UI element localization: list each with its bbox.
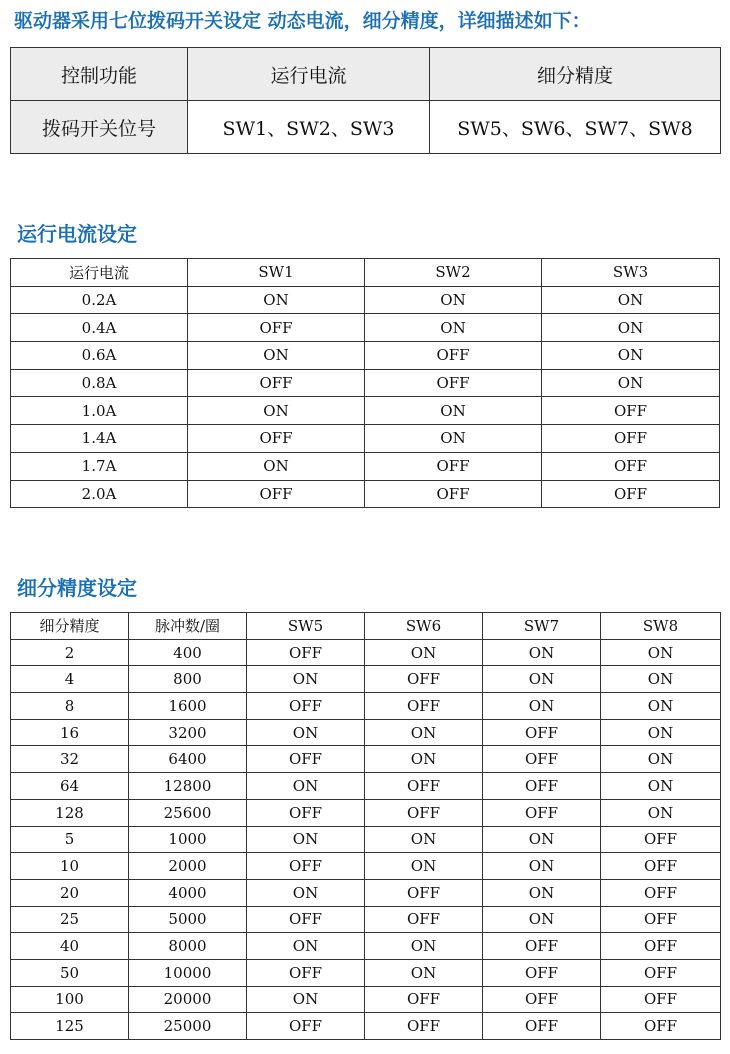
- current-cell: ON: [542, 342, 720, 370]
- microstep-cell: 4: [11, 666, 129, 693]
- microstep-cell: OFF: [365, 986, 483, 1013]
- current-section-title: 运行电流设定: [17, 222, 137, 246]
- table-row: [11, 480, 720, 508]
- microstep-cell: 5000: [129, 906, 247, 933]
- microstep-cell: 1600: [129, 693, 247, 720]
- table-row: [11, 397, 720, 425]
- microstep-cell: OFF: [247, 693, 365, 720]
- microstep-header-cell: SW5: [247, 613, 365, 640]
- microstep-cell: OFF: [601, 1013, 721, 1040]
- microstep-cell: ON: [483, 639, 601, 666]
- table-row: [11, 342, 720, 370]
- microstep-cell: 40: [11, 933, 129, 960]
- microstep-cell: 20000: [129, 986, 247, 1013]
- current-cell: 1.7A: [11, 452, 188, 480]
- table-row: [11, 959, 721, 986]
- microstep-header-cell: SW8: [601, 613, 721, 640]
- table-row: [11, 746, 721, 773]
- microstep-cell: ON: [601, 639, 721, 666]
- microstep-cell: OFF: [483, 933, 601, 960]
- microstep-cell: ON: [247, 986, 365, 1013]
- microstep-cell: 64: [11, 773, 129, 800]
- microstep-cell: 6400: [129, 746, 247, 773]
- microstep-cell: ON: [483, 826, 601, 853]
- microstep-cell: 3200: [129, 719, 247, 746]
- current-header-cell: SW2: [365, 259, 542, 287]
- microstep-cell: ON: [601, 666, 721, 693]
- current-cell: 2.0A: [11, 480, 188, 508]
- table-row: [11, 773, 721, 800]
- current-cell: ON: [365, 397, 542, 425]
- microstep-cell: ON: [365, 826, 483, 853]
- current-cell: 1.0A: [11, 397, 188, 425]
- microstep-cell: 16: [11, 719, 129, 746]
- microstep-cell: OFF: [365, 666, 483, 693]
- summary-header-cell: 控制功能: [11, 48, 188, 101]
- microstep-cell: ON: [365, 746, 483, 773]
- microstep-cell: OFF: [483, 799, 601, 826]
- summary-header-row: [11, 48, 721, 101]
- microstep-cell: ON: [483, 666, 601, 693]
- microstep-cell: ON: [365, 719, 483, 746]
- microstep-cell: OFF: [247, 746, 365, 773]
- summary-cell: SW1、SW2、SW3: [188, 101, 430, 154]
- current-header-cell: 运行电流: [11, 259, 188, 287]
- microstep-cell: OFF: [365, 906, 483, 933]
- microstep-cell: 4000: [129, 879, 247, 906]
- microstep-cell: OFF: [601, 986, 721, 1013]
- current-cell: ON: [542, 286, 720, 314]
- microstep-cell: ON: [247, 719, 365, 746]
- current-cell: ON: [188, 342, 365, 370]
- table-row: [11, 933, 721, 960]
- current-table: [10, 258, 720, 508]
- current-cell: 0.8A: [11, 369, 188, 397]
- microstep-cell: OFF: [247, 853, 365, 880]
- microstep-cell: ON: [365, 933, 483, 960]
- microstep-table: [10, 612, 721, 1040]
- table-row: [11, 906, 721, 933]
- microstep-cell: 5: [11, 826, 129, 853]
- microstep-cell: 25000: [129, 1013, 247, 1040]
- current-cell: ON: [365, 425, 542, 453]
- current-cell: ON: [542, 369, 720, 397]
- microstep-header-cell: 脉冲数/圈: [129, 613, 247, 640]
- microstep-cell: OFF: [365, 799, 483, 826]
- microstep-cell: 400: [129, 639, 247, 666]
- microstep-cell: OFF: [483, 959, 601, 986]
- microstep-cell: ON: [601, 693, 721, 720]
- microstep-cell: ON: [247, 879, 365, 906]
- current-cell: OFF: [365, 369, 542, 397]
- microstep-cell: 32: [11, 746, 129, 773]
- microstep-cell: ON: [483, 693, 601, 720]
- microstep-cell: OFF: [601, 906, 721, 933]
- microstep-cell: OFF: [247, 1013, 365, 1040]
- summary-row: [11, 101, 721, 154]
- microstep-cell: 10000: [129, 959, 247, 986]
- microstep-cell: 12800: [129, 773, 247, 800]
- current-cell: OFF: [542, 452, 720, 480]
- microstep-cell: 8000: [129, 933, 247, 960]
- microstep-cell: OFF: [483, 719, 601, 746]
- microstep-cell: 25600: [129, 799, 247, 826]
- table-row: [11, 639, 721, 666]
- current-cell: 0.2A: [11, 286, 188, 314]
- microstep-cell: OFF: [247, 959, 365, 986]
- table-row: [11, 452, 720, 480]
- microstep-cell: 128: [11, 799, 129, 826]
- summary-table: [10, 47, 721, 154]
- microstep-cell: 2000: [129, 853, 247, 880]
- current-cell: OFF: [188, 369, 365, 397]
- current-cell: ON: [188, 397, 365, 425]
- table-row: [11, 879, 721, 906]
- table-row: [11, 425, 720, 453]
- microstep-cell: 125: [11, 1013, 129, 1040]
- table-row: [11, 799, 721, 826]
- current-cell: OFF: [542, 397, 720, 425]
- page-title: 驱动器采用七位拨码开关设定 动态电流，细分精度，详细描述如下：: [14, 10, 591, 32]
- microstep-cell: OFF: [483, 746, 601, 773]
- current-header-cell: SW1: [188, 259, 365, 287]
- microstep-section-title: 细分精度设定: [17, 576, 137, 600]
- current-cell: OFF: [542, 425, 720, 453]
- summary-header-cell: 运行电流: [188, 48, 430, 101]
- table-row: [11, 314, 720, 342]
- current-cell: OFF: [365, 452, 542, 480]
- current-cell: ON: [188, 286, 365, 314]
- microstep-cell: OFF: [365, 693, 483, 720]
- current-cell: 0.4A: [11, 314, 188, 342]
- current-cell: OFF: [542, 480, 720, 508]
- microstep-cell: OFF: [601, 879, 721, 906]
- current-cell: ON: [542, 314, 720, 342]
- microstep-cell: 50: [11, 959, 129, 986]
- current-cell: ON: [365, 286, 542, 314]
- microstep-cell: ON: [247, 666, 365, 693]
- current-cell: ON: [188, 452, 365, 480]
- current-header-row: [11, 259, 720, 287]
- microstep-cell: OFF: [247, 906, 365, 933]
- microstep-header-cell: 细分精度: [11, 613, 129, 640]
- microstep-cell: ON: [247, 933, 365, 960]
- microstep-cell: ON: [483, 879, 601, 906]
- microstep-cell: 20: [11, 879, 129, 906]
- microstep-cell: OFF: [601, 933, 721, 960]
- microstep-cell: OFF: [247, 639, 365, 666]
- table-row: [11, 286, 720, 314]
- microstep-cell: OFF: [483, 773, 601, 800]
- microstep-cell: 100: [11, 986, 129, 1013]
- microstep-cell: ON: [365, 639, 483, 666]
- table-row: [11, 986, 721, 1013]
- microstep-cell: OFF: [483, 986, 601, 1013]
- current-cell: OFF: [188, 314, 365, 342]
- microstep-cell: ON: [601, 799, 721, 826]
- microstep-cell: 2: [11, 639, 129, 666]
- microstep-cell: ON: [365, 853, 483, 880]
- summary-header-cell: 细分精度: [430, 48, 721, 101]
- microstep-cell: OFF: [601, 959, 721, 986]
- microstep-cell: ON: [247, 826, 365, 853]
- table-row: [11, 693, 721, 720]
- current-cell: OFF: [365, 342, 542, 370]
- microstep-cell: ON: [601, 719, 721, 746]
- microstep-header-cell: SW6: [365, 613, 483, 640]
- microstep-cell: ON: [247, 773, 365, 800]
- current-cell: OFF: [365, 480, 542, 508]
- microstep-cell: OFF: [247, 799, 365, 826]
- table-row: [11, 853, 721, 880]
- microstep-header-cell: SW7: [483, 613, 601, 640]
- table-row: [11, 719, 721, 746]
- microstep-cell: ON: [601, 773, 721, 800]
- microstep-cell: 25: [11, 906, 129, 933]
- current-header-cell: SW3: [542, 259, 720, 287]
- current-cell: 0.6A: [11, 342, 188, 370]
- microstep-cell: 800: [129, 666, 247, 693]
- microstep-cell: 10: [11, 853, 129, 880]
- microstep-cell: ON: [483, 906, 601, 933]
- microstep-cell: OFF: [601, 853, 721, 880]
- microstep-cell: ON: [483, 853, 601, 880]
- microstep-cell: OFF: [365, 773, 483, 800]
- summary-cell: SW5、SW6、SW7、SW8: [430, 101, 721, 154]
- microstep-cell: ON: [601, 746, 721, 773]
- table-row: [11, 369, 720, 397]
- microstep-cell: ON: [365, 959, 483, 986]
- current-cell: ON: [365, 314, 542, 342]
- microstep-cell: OFF: [483, 1013, 601, 1040]
- table-row: [11, 826, 721, 853]
- current-cell: OFF: [188, 480, 365, 508]
- current-cell: 1.4A: [11, 425, 188, 453]
- microstep-cell: OFF: [365, 879, 483, 906]
- microstep-cell: 1000: [129, 826, 247, 853]
- table-row: [11, 1013, 721, 1040]
- microstep-cell: OFF: [601, 826, 721, 853]
- current-cell: OFF: [188, 425, 365, 453]
- table-row: [11, 666, 721, 693]
- microstep-cell: 8: [11, 693, 129, 720]
- summary-cell: 拨码开关位号: [11, 101, 188, 154]
- microstep-cell: OFF: [365, 1013, 483, 1040]
- microstep-header-row: [11, 613, 721, 640]
